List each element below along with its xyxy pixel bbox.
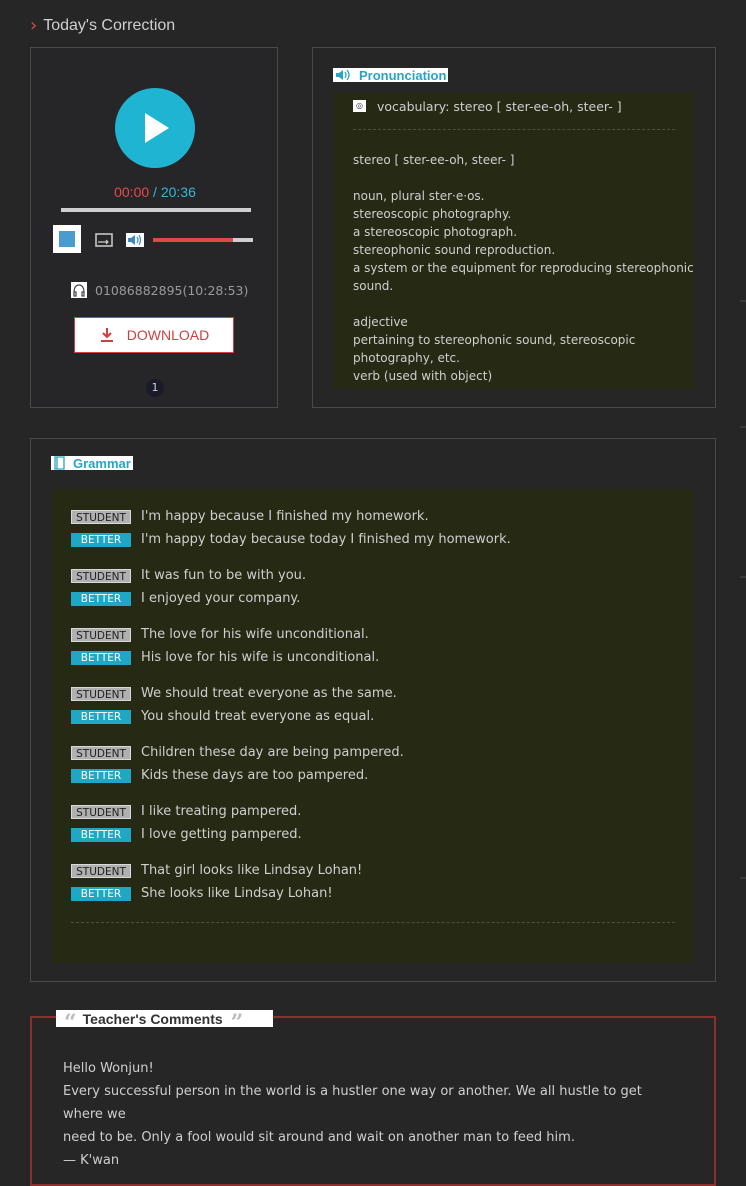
- total-time: / 20:36: [153, 184, 196, 200]
- correction-pair: [71, 505, 511, 551]
- edge-line: [740, 300, 746, 302]
- close-quote-icon: ”: [230, 1009, 244, 1036]
- student-sentence: That girl looks like Lindsay Lohan!: [141, 863, 363, 878]
- correction-pair: [71, 623, 379, 669]
- download-icon: [99, 327, 115, 343]
- definition-line: stereophonic sound reproduction.: [353, 243, 556, 257]
- phone-record-text: 01086882895(10:28:53): [95, 282, 249, 298]
- divider: [71, 922, 675, 923]
- better-sentence: I enjoyed your company.: [141, 591, 301, 606]
- better-row: [71, 587, 306, 610]
- definition-line: a system or the equipment for reproducing stereophonic: [353, 261, 694, 275]
- better-sentence: I'm happy today because today I finished my homework.: [141, 532, 511, 547]
- volume-icon[interactable]: [125, 232, 145, 248]
- better-tag: BETTER: [71, 887, 131, 901]
- better-row: [71, 882, 362, 905]
- student-row: [71, 682, 397, 705]
- student-row: [71, 623, 379, 646]
- definition-line: [353, 295, 683, 313]
- audio-player: [30, 47, 278, 408]
- student-row: [71, 564, 306, 587]
- better-tag: BETTER: [71, 828, 131, 842]
- student-sentence: It was fun to be with you.: [141, 568, 307, 583]
- correction-pair: [71, 741, 404, 787]
- phone-record: [71, 280, 248, 300]
- play-icon: [145, 113, 169, 143]
- better-sentence: You should treat everyone as equal.: [141, 709, 375, 724]
- vocab-title: vocabulary: stereo [ ster-ee-oh, steer- ]: [377, 98, 622, 114]
- student-row: [71, 741, 404, 764]
- edge-line: [740, 877, 746, 879]
- stop-button[interactable]: [53, 225, 81, 253]
- definition-line: photography, etc.: [353, 351, 460, 365]
- better-row: [71, 705, 397, 728]
- edge-line: [740, 576, 746, 578]
- progress-bar[interactable]: [61, 208, 251, 212]
- current-time: 00:00: [114, 184, 150, 200]
- correction-pair: [71, 682, 397, 728]
- student-sentence: I like treating pampered.: [141, 804, 302, 819]
- definition-line: sound.: [353, 279, 394, 293]
- pronunciation-panel: [312, 47, 716, 408]
- correction-pair: [71, 800, 302, 846]
- chevron-right-icon: ›: [30, 15, 38, 36]
- volume-slider[interactable]: [153, 238, 253, 242]
- better-sentence: Kids these days are too pampered.: [141, 768, 369, 783]
- pronunciation-label: Pronunciation: [359, 67, 447, 83]
- volume-level: [153, 238, 233, 242]
- download-label: DOWNLOAD: [126, 327, 210, 343]
- student-tag: STUDENT: [71, 510, 131, 524]
- grammar-label: Grammar: [73, 455, 131, 471]
- student-tag: STUDENT: [71, 805, 131, 819]
- better-sentence: She looks like Lindsay Lohan!: [141, 886, 333, 901]
- student-sentence: Children these day are being pampered.: [141, 745, 404, 760]
- book-icon: [53, 456, 67, 470]
- grammar-label-chip: [51, 456, 133, 470]
- better-row: [71, 764, 404, 787]
- better-sentence: I love getting pampered.: [141, 827, 302, 842]
- teacher-comment-text: [63, 1057, 673, 1172]
- vocab-header: [353, 97, 622, 115]
- speaker-icon: [335, 68, 353, 82]
- phone-icon: [71, 282, 87, 298]
- definition-line: adjective: [353, 315, 408, 329]
- student-tag: STUDENT: [71, 569, 131, 583]
- comment-line: — K'wan: [63, 1153, 120, 1168]
- student-tag: STUDENT: [71, 864, 131, 878]
- grammar-panel: [30, 438, 716, 982]
- definition-line: [353, 169, 683, 187]
- student-tag: STUDENT: [71, 687, 131, 701]
- download-button[interactable]: [74, 317, 234, 353]
- better-row: [71, 528, 511, 551]
- definition-line: stereoscopic photography.: [353, 207, 512, 221]
- teacher-comments-label-chip: [56, 1009, 273, 1036]
- open-quote-icon: “: [64, 1009, 77, 1036]
- correction-pair: [71, 564, 306, 610]
- student-row: [71, 505, 511, 528]
- student-row: [71, 800, 302, 823]
- definition-line: noun, plural ster·e·os.: [353, 189, 485, 203]
- definition-line: stereo [ ster-ee-oh, steer- ]: [353, 153, 515, 167]
- student-sentence: We should treat everyone as the same.: [141, 686, 397, 701]
- better-tag: BETTER: [71, 769, 131, 783]
- better-tag: BETTER: [71, 592, 131, 606]
- teacher-comments-label: Teacher's Comments: [82, 1010, 223, 1027]
- definition-line: verb (used with object): [353, 369, 493, 383]
- student-tag: STUDENT: [71, 746, 131, 760]
- definition-line: a stereoscopic photograph.: [353, 225, 518, 239]
- repeat-icon[interactable]: [95, 233, 113, 247]
- comment-line: need to be. Only a fool would sit around and wait on another man to feed him.: [63, 1130, 575, 1145]
- better-sentence: His love for his wife is unconditional.: [141, 650, 380, 665]
- stop-icon: [59, 231, 75, 247]
- definition-text: [353, 151, 694, 385]
- definition-line: pertaining to stereophonic sound, stereoscopic: [353, 333, 636, 347]
- student-sentence: I'm happy because I finished my homework.: [141, 509, 429, 524]
- comment-line: Hello Wonjun!: [63, 1061, 154, 1076]
- pronunciation-label-chip: [333, 68, 448, 82]
- vocab-icon: ◎: [353, 100, 366, 112]
- better-tag: BETTER: [71, 533, 131, 547]
- better-row: [71, 646, 379, 669]
- section-title: Today's Correction: [43, 17, 176, 34]
- play-button[interactable]: [115, 88, 195, 168]
- better-tag: BETTER: [71, 651, 131, 665]
- better-tag: BETTER: [71, 710, 131, 724]
- grammar-content: [52, 489, 694, 963]
- student-tag: STUDENT: [71, 628, 131, 642]
- divider: [353, 129, 675, 130]
- section-header: [30, 14, 175, 38]
- time-display: [31, 184, 279, 200]
- correction-pair: [71, 859, 362, 905]
- better-row: [71, 823, 302, 846]
- edge-line: [740, 426, 746, 428]
- student-row: [71, 859, 362, 882]
- comment-line: Every successful person in the world is a hustler one way or another. We all hustle to get where we: [63, 1084, 642, 1122]
- page-indicator[interactable]: 1: [146, 379, 164, 397]
- pronunciation-content: [333, 93, 695, 389]
- student-sentence: The love for his wife unconditional.: [141, 627, 369, 642]
